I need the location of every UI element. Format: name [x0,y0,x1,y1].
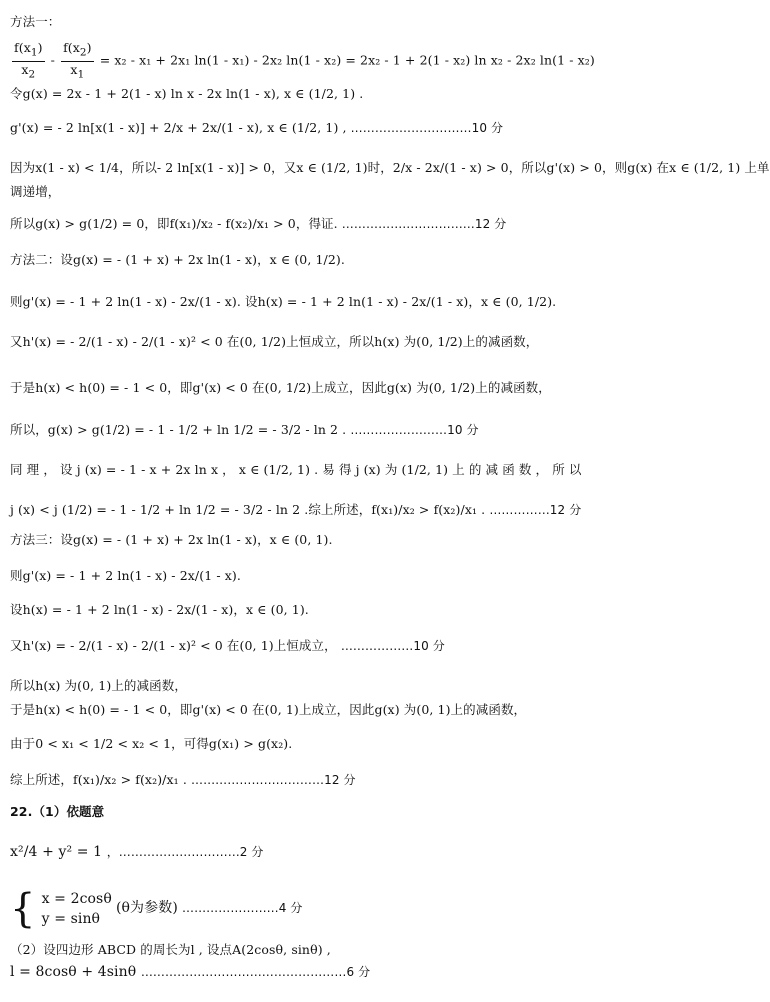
method3-line6: 由于0 < x₁ < 1/2 < x₂ < 1，可得g(x₁) > g(x₂). [10,736,293,751]
method1-let-g: 令g(x) = 2x - 1 + 2(1 - x) ln x - 2x ln(1 - x), x ∈ (1/2, 1) . [10,86,364,101]
q22-title: 22.（1）依题意 [10,804,105,819]
q22-param-system [42,889,112,929]
frac-fx2-over-x1: $\frac{f(x_2)}{x_1}$ [63,40,92,80]
method2-line6: j (x) < j (1/2) = - 1 - 1/2 + ln 1/2 = - 3/2 - ln 2 .综上所述，f(x₁)/x₂ > f(x₂)/x₁ . [10,502,486,517]
score-10-a: …………………………10 分 [350,121,504,135]
method1-conclusion-row [10,214,674,234]
score-12-a: ……………………………12 分 [341,217,507,231]
method3-line3: 又h'(x) = - 2/(1 - x) - 2/(1 - x)² < 0 在(0, 1)上恒成立， [10,638,337,653]
method1-mono: 调递增， [10,184,61,199]
q22-perimeter-row [10,962,674,982]
method1-eq1-row: $\frac{f(x_1)}{x_2}$ - $\frac{f(x_2)}{x_1}$ = x₂ - x₁ + 2x₁ ln(1 - x₁) - 2x₂ ln(1 - x₂) = 2x₂ - 1 + 2(1 - x₂) ln x₂ - 2x₂ ln(1 - x₂) [14,40,595,80]
method3-line4: 所以h(x) 为(0, 1)上的减函数， [10,678,187,693]
method2-line2: 又h'(x) = - 2/(1 - x) - 2/(1 - x)² < 0 在(0, 1/2)上恒成立，所以h(x) 为(0, 1/2)上的减函数， [10,334,539,349]
method3-line7-row [10,770,674,790]
method1-because: 因为x(1 - x) < 1/4，所以- 2 ln[x(1 - x)] > 0，又x ∈ (1/2, 1)时，2/x - 2x/(1 - x) > 0，所以g'(x) > 0，则g(x) 在x ∈ (1/2, 1) 上单 [10,160,770,175]
method2-line4: 所以，g(x) > g(1/2) = - 1 - 1/2 + ln 1/2 = - 3/2 - ln 2 . [10,422,347,437]
q22-param-row [10,884,674,932]
q22-part2: （2）设四边形 ABCD 的周长为l , 设点A(2cosθ, sinθ) , [10,942,331,957]
method1-title: 方法一： [10,14,61,29]
score-12-c: ……………………………12 分 [190,773,356,787]
method2-line4-row [10,420,674,440]
method2-line5: 同 理 ， 设 j (x) = - 1 - x + 2x ln x ， x ∈ (1/2, 1) . 易 得 j (x) 为 (1/2, 1) 上 的 减 函 数 ， 所 以 [10,462,582,477]
q22-param-y: y = sinθ [41,910,101,927]
left-brace-icon: { [10,885,36,932]
score-10-c: ………………10 分 [340,639,445,653]
q22-param-x: x = 2cosθ [41,890,112,907]
method2-line1: 则g'(x) = - 1 + 2 ln(1 - x) - 2x/(1 - x). 设h(x) = - 1 + 2 ln(1 - x) - 2x/(1 - x)，x ∈ (0, 1/2). [10,294,557,309]
q22-perimeter: l = 8cosθ + 4sinθ [10,964,137,980]
q22-ellipse-row [10,842,674,862]
score-2: ，…………………………2 分 [106,845,264,859]
frac-fx1-over-x2: $\frac{f(x_1)}{x_2}$ [14,40,43,80]
score-4: ……………………4 分 [181,901,303,915]
method1-gprime: g'(x) = - 2 ln[x(1 - x)] + 2/x + 2x/(1 - x), x ∈ (1/2, 1) , [10,120,347,135]
score-10-b: ……………………10 分 [350,423,479,437]
method1-eq1: = x₂ - x₁ + 2x₁ ln(1 - x₁) - 2x₂ ln(1 - x₂) = 2x₂ - 1 + 2(1 - x₂) ln x₂ - 2x₂ ln(1 - x₂) [99,52,595,68]
score-12-b: ……………12 分 [489,503,582,517]
method1-gprime-row [10,118,674,138]
method3-line7: 综上所述，f(x₁)/x₂ > f(x₂)/x₁ . [10,772,187,787]
method1-conclusion: 所以g(x) > g(1/2) = 0，即f(x₁)/x₂ - f(x₂)/x₁ > 0，得证. [10,216,338,231]
method2-title: 方法二：设g(x) = - (1 + x) + 2x ln(1 - x)，x ∈ (0, 1/2). [10,252,345,267]
method3-line1: 则g'(x) = - 1 + 2 ln(1 - x) - 2x/(1 - x). [10,568,241,583]
method2-line3: 于是h(x) < h(0) = - 1 < 0，即g'(x) < 0 在(0, 1/2)上成立，因此g(x) 为(0, 1/2)上的减函数， [10,380,551,395]
method3-line3-row [10,636,674,656]
q22-ellipse: x²/4 + y² = 1 [10,844,103,860]
method2-line6-row [10,500,674,520]
method3-title: 方法三：设g(x) = - (1 + x) + 2x ln(1 - x)，x ∈ (0, 1). [10,532,333,547]
score-6: ……………………………………………6 分 [140,965,371,979]
q22-param-note: (θ为参数) [115,900,178,916]
method3-line5: 于是h(x) < h(0) = - 1 < 0，即g'(x) < 0 在(0, 1)上成立，因此g(x) 为(0, 1)上的减函数， [10,702,527,717]
method3-line2: 设h(x) = - 1 + 2 ln(1 - x) - 2x/(1 - x)，x ∈ (0, 1). [10,602,309,617]
